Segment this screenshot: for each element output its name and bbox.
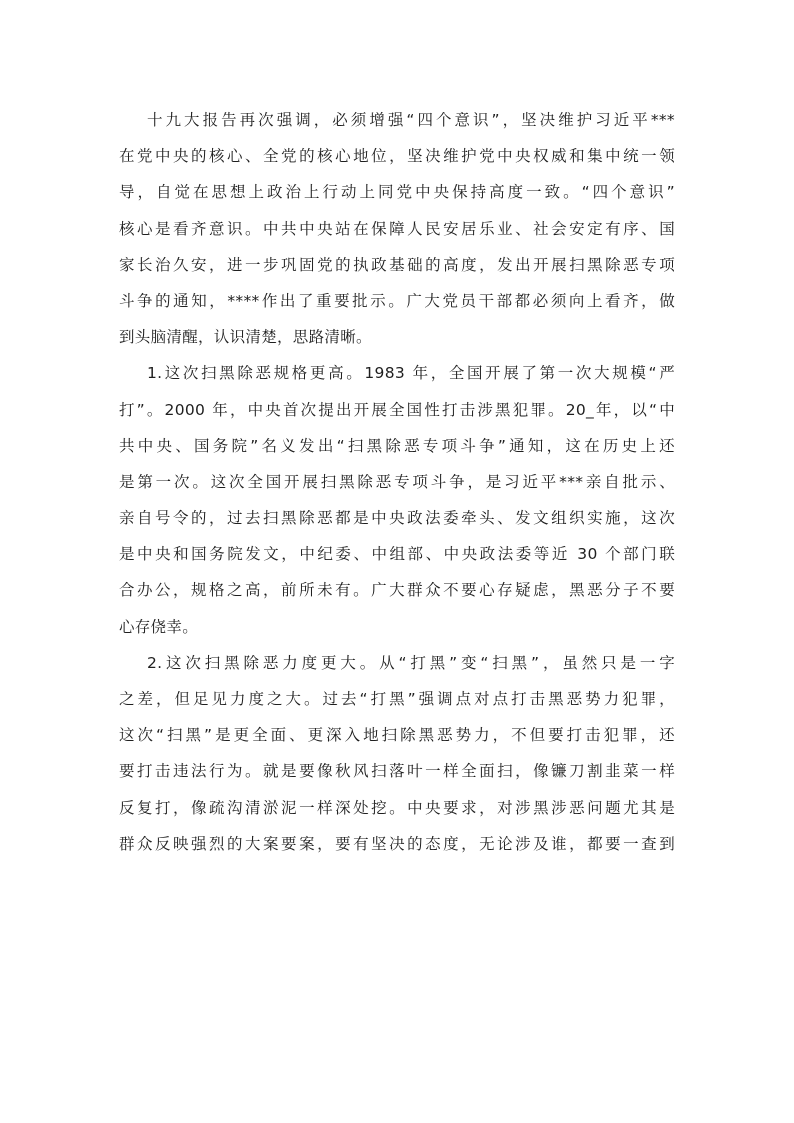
paragraph-line: 合办公，规格之高，前所未有。广大群众不要心存疑虑，黑恶分子不要 — [119, 581, 675, 600]
paragraph-line: 核心是看齐意识。中共中央站在保障人民安居乐业、社会安定有序、国 — [119, 219, 675, 238]
paragraph-line: 心存侥幸。 — [119, 617, 199, 636]
paragraph-line: 十九大报告再次强调，必须增强“四个意识”，坚决维护习近平*** — [147, 111, 675, 129]
paragraph-line: 2.这次扫黑除恶力度更大。从“打黑”变“扫黑”，虽然只是一字 — [147, 653, 675, 672]
paragraph-line: 家长治久安，进一步巩固党的执政基础的高度，发出开展扫黑除恶专项 — [119, 255, 675, 274]
paragraph-line: 是第一次。这次全国开展扫黑除恶专项斗争，是习近平***亲自批示、 — [119, 472, 675, 491]
paragraph-line: 打”。2000 年，中央首次提出开展全国性打击涉黑犯罪。20_年，以“中 — [119, 400, 675, 419]
document-body — [119, 102, 675, 862]
paragraph-line: 亲自号令的，过去扫黑除恶都是中央政法委牵头、发文组织实施，这次 — [119, 509, 675, 528]
paragraph-2 — [119, 355, 675, 645]
paragraph-line: 反复打，像疏沟清淤泥一样深处挖。中央要求，对涉黑涉恶问题尤其是 — [119, 798, 675, 817]
paragraph-line: 要打击违法行为。就是要像秋风扫落叶一样全面扫，像镰刀割韭菜一样 — [119, 762, 675, 781]
paragraph-1 — [119, 102, 675, 355]
paragraph-line: 斗争的通知，****作出了重要批示。广大党员干部都必须向上看齐，做 — [119, 291, 675, 310]
paragraph-line: 之差，但足见力度之大。过去“打黑”强调点对点打击黑恶势力犯罪， — [119, 690, 675, 708]
paragraph-3 — [119, 645, 675, 862]
paragraph-line: 群众反映强烈的大案要案，要有坚决的态度，无论涉及谁，都要一查到 — [119, 834, 675, 853]
paragraph-line: 这次“扫黑”是更全面、更深入地扫除黑恶势力，不但要打击犯罪，还 — [119, 726, 675, 745]
paragraph-line: 是中央和国务院发文，中纪委、中组部、中央政法委等近 30 个部门联 — [119, 545, 675, 564]
paragraph-line: 导，自觉在思想上政治上行动上同党中央保持高度一致。“四个意识” — [119, 183, 675, 202]
paragraph-line: 共中央、国务院”名义发出“扫黑除恶专项斗争”通知，这在历史上还 — [119, 436, 675, 455]
paragraph-line: 1.这次扫黑除恶规格更高。1983 年，全国开展了第一次大规模“严 — [147, 364, 675, 383]
paragraph-line: 在党中央的核心、全党的核心地位，坚决维护党中央权威和集中统一领 — [119, 147, 675, 166]
paragraph-line: 到头脑清醒，认识清楚，思路清晰。 — [119, 328, 372, 347]
